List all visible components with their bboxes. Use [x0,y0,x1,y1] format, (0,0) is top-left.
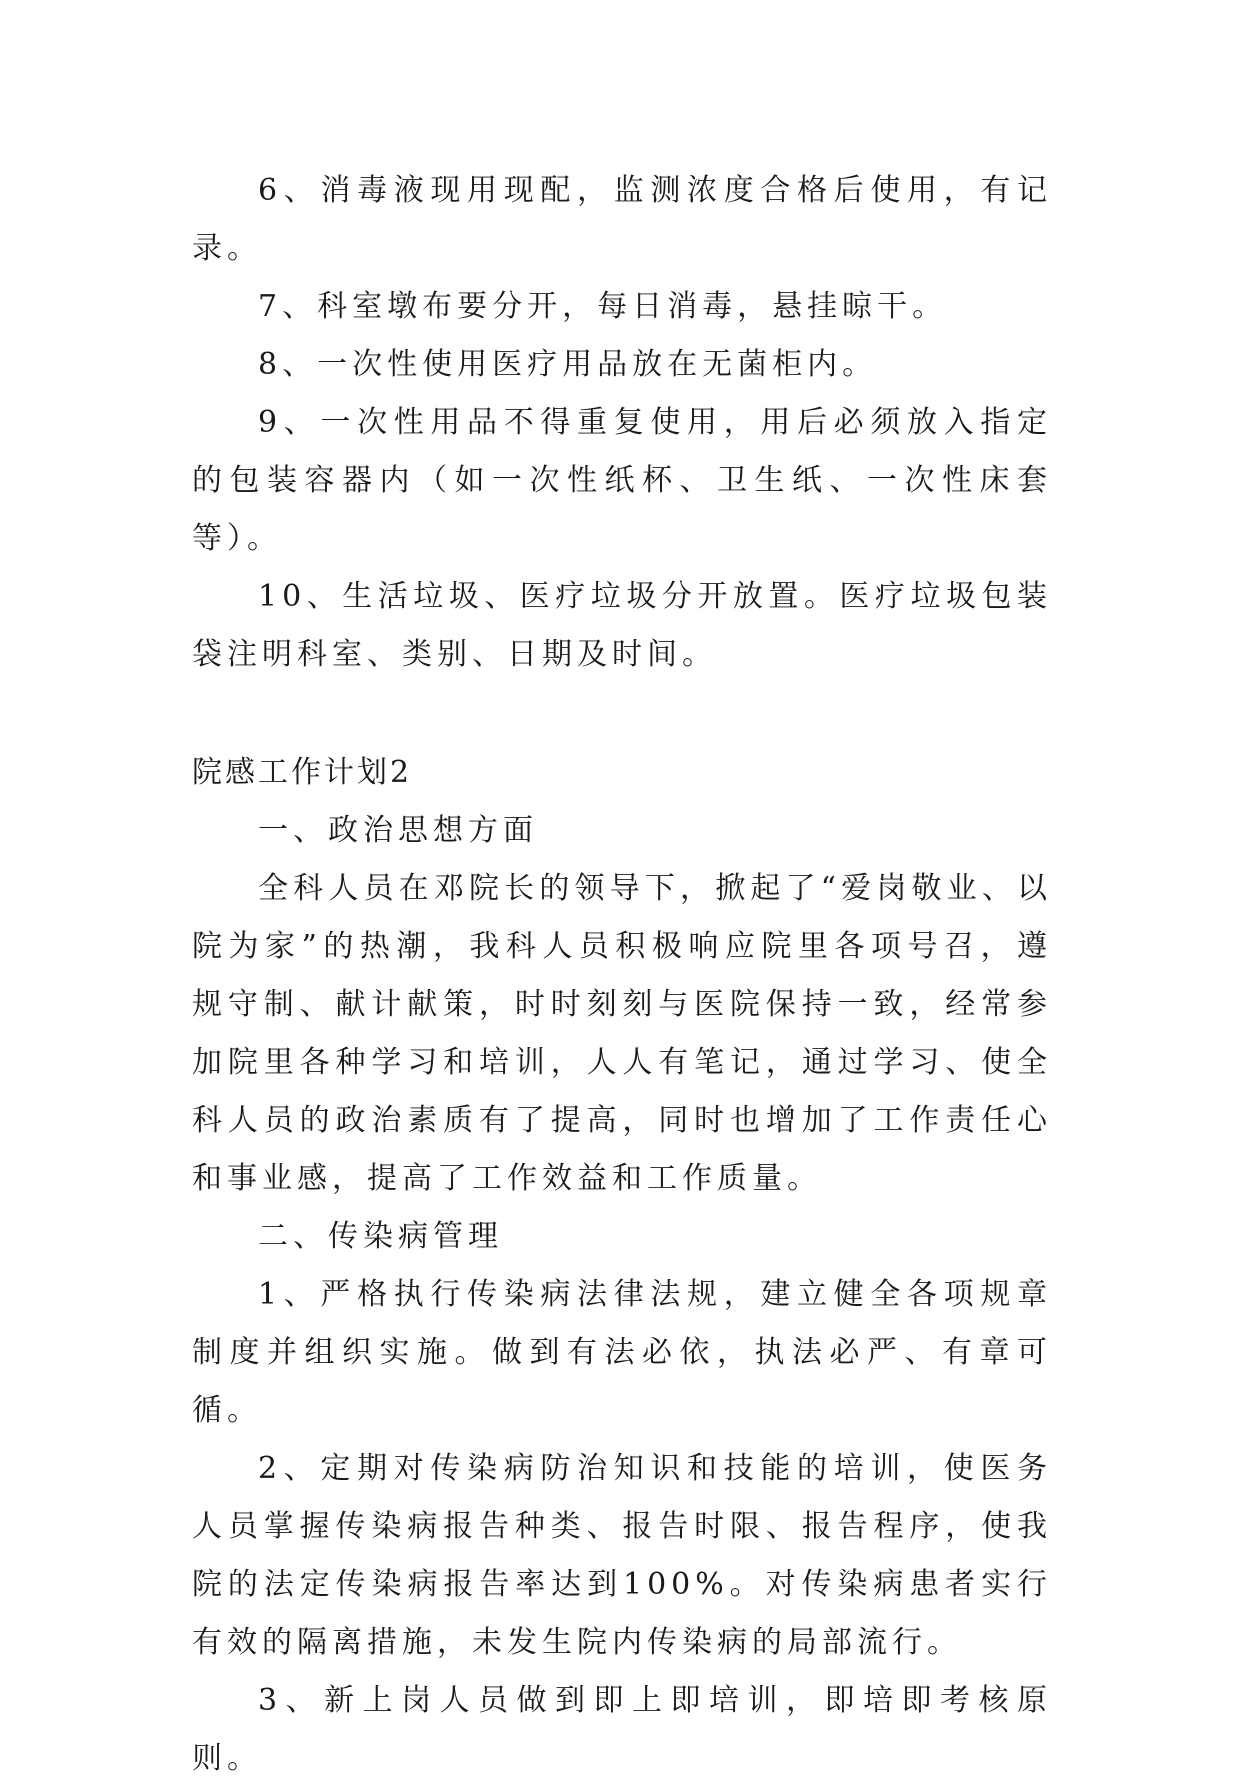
paragraph: 全科人员在邓院长的领导下，掀起了“爱岗敬业、以院为家”的热潮，我科人员积极响应院里各项号召，遵规守制、献计献策，时时刻刻与医院保持一致，经常参加院里各种学习和培训，人人有笔记，通过学习、使全科人员的政治素质有了提高，同时也增加了工作责任心和事业感，提高了工作效益和工作质量。 [192,871,1052,1196]
list-item: 6、消毒液现用现配，监测浓度合格后使用，有记录。 [192,173,1052,266]
list-item: 1、严格执行传染病法律法规，建立健全各项规章制度并组织实施。做到有法必依，执法必严、有章可循。 [192,1277,1052,1428]
list-item: 2、定期对传染病防治知识和技能的培训，使医务人员掌握传染病报告种类、报告时限、报告程序，使我院的法定传染病报告率达到100%。对传染病患者实行有效的隔离措施，未发生院内传染病的局部流行。 [192,1451,1052,1660]
list-item: 3、新上岗人员做到即上即培训，即培即考核原则。 [192,1683,1052,1776]
list-item: 7、科室墩布要分开，每日消毒，悬挂晾干。 [258,289,948,324]
document-body [192,162,1052,1788]
section-title: 院感工作计划2 [192,755,413,790]
subheading-politics: 一、政治思想方面 [258,813,538,848]
list-item: 9、一次性用品不得重复使用，用后必须放入指定的包装容器内（如一次性纸杯、卫生纸、一次性床套等）。 [192,405,1052,556]
subheading-infectious-disease: 二、传染病管理 [258,1219,503,1254]
list-item: 10、生活垃圾、医疗垃圾分开放置。医疗垃圾包装袋注明科室、类别、日期及时间。 [192,579,1052,672]
list-item: 8、一次性使用医疗用品放在无菌柜内。 [258,347,878,382]
